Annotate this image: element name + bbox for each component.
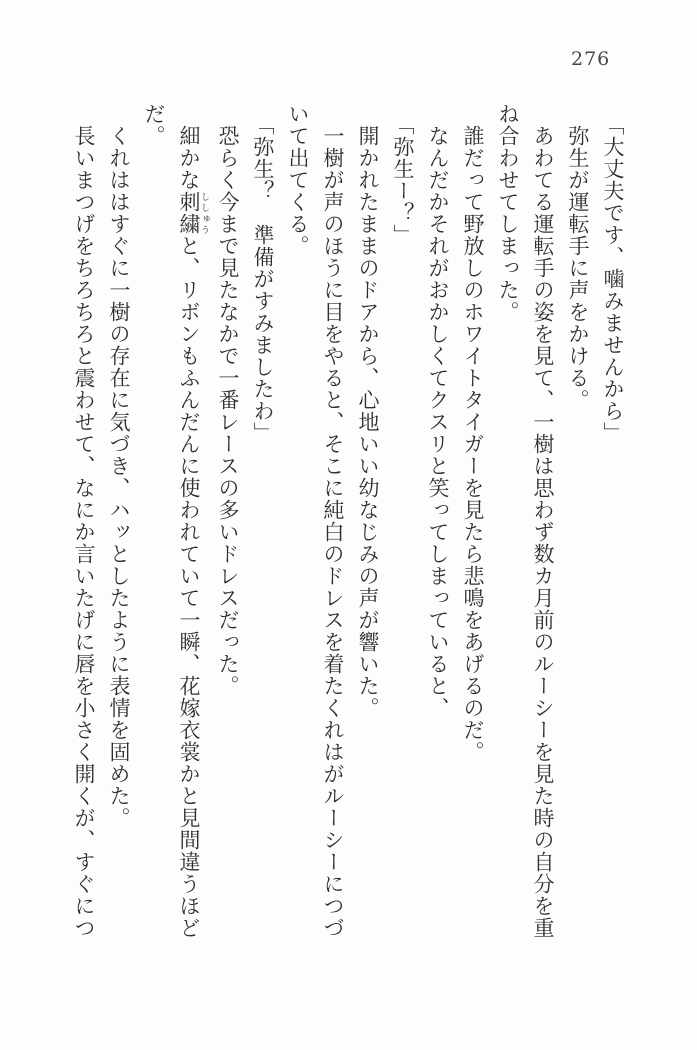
furigana: ししゅう [200,191,210,235]
page-number: 276 [571,48,611,70]
text-line: 誰だって野放しのホワイトタイガーを見たら悲鳴をあげるのだ。 [461,103,485,763]
text-line: あわてる運転手の姿を見て、一樹は思わず数カ月前のルーシーを見た時の自分を重ね合わせてしまった。 [496,103,555,939]
text-line: 弥生が運転手に声をかける。 [566,103,590,411]
text-line: 細かな刺繍 ししゅうと、リボンもふんだんに使われていて一瞬、花嫁衣裳かと見間違うほどだ。 [142,103,210,939]
text-line: 恐らく今まで見たなかで一番レースの多いドレスだった。 [216,103,240,697]
text-line: 「弥生ー？」 [391,114,415,246]
page-text-block [66,103,630,948]
text-line: 「大丈夫です、噛みませんから」 [601,114,625,444]
text-line: なんだかそれがおかしくてクスリと笑ってしまっていると、 [426,103,450,719]
ruby-annotated-word: 刺繍 ししゅう [177,191,210,235]
text-line: 長いまつげをちろちろと震わせて、なにか言いたげに唇を小さく開くが、すぐにつ [72,103,96,939]
text-line: 開かれたままのドアから、心地いい幼なじみの声が響いた。 [356,103,380,719]
text-line: くれははすぐに一樹の存在に気づき、ハッとしたように表情を固めた。 [107,103,131,829]
text-line: 一樹が声のほうに目をやると、そこに純白のドレスを着たくれはがルーシーにつづいて出てくる。 [286,103,345,939]
text-line: 「弥生？ 準備がすみましたわ」 [251,114,275,444]
